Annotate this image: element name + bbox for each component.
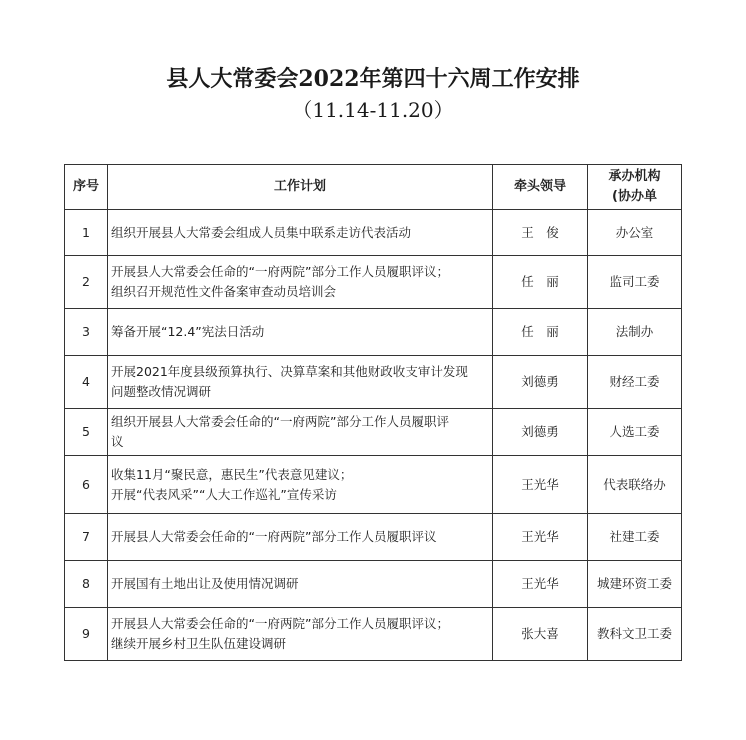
table-row: [65, 409, 682, 456]
plan-line: 继续开展乡村卫生队伍建设调研: [111, 636, 287, 651]
row-plan: [108, 309, 493, 356]
table-row: [65, 356, 682, 409]
plan-line: 开展2021年度县级预算执行、决算草案和其他财政收支审计发现: [111, 364, 468, 379]
row-lead: 刘德勇: [493, 356, 588, 409]
row-lead: 任 丽: [493, 256, 588, 309]
row-no: 9: [65, 608, 108, 661]
row-plan: [108, 456, 493, 514]
row-lead: 张大喜: [493, 608, 588, 661]
row-lead: 任 丽: [493, 309, 588, 356]
plan-line: 开展县人大常委会任命的“一府两院”部分工作人员履职评议；: [111, 264, 449, 279]
document-title: 县人大常委会2022年第四十六周工作安排: [166, 66, 580, 92]
row-org: 法制办: [588, 309, 682, 356]
row-plan: [108, 561, 493, 608]
header-org: [588, 165, 682, 210]
row-lead: 王光华: [493, 456, 588, 514]
table-row: [65, 210, 682, 256]
plan-line: 开展国有土地出让及使用情况调研: [111, 576, 299, 591]
row-lead: 王 俊: [493, 210, 588, 256]
row-lead: 王光华: [493, 561, 588, 608]
row-plan: [108, 514, 493, 561]
plan-line: 问题整改情况调研: [111, 384, 212, 399]
table-row: [65, 561, 682, 608]
row-org: 人选工委: [588, 409, 682, 456]
table-row: [65, 608, 682, 661]
document-subtitle: （11.14-11.20）: [292, 98, 454, 122]
plan-line: 开展县人大常委会任命的“一府两院”部分工作人员履职评议；: [111, 616, 449, 631]
row-no: 6: [65, 456, 108, 514]
table-row: [65, 514, 682, 561]
table-row: [65, 309, 682, 356]
row-org: 城建环资工委: [588, 561, 682, 608]
row-plan: [108, 409, 493, 456]
header-lead: 牵头领导: [493, 165, 588, 210]
plan-line: 组织开展县人大常委会任命的“一府两院”部分工作人员履职评: [111, 414, 449, 429]
row-org: 代表联络办: [588, 456, 682, 514]
schedule-table: [64, 164, 682, 661]
table-row: [65, 456, 682, 514]
row-plan: [108, 608, 493, 661]
table-row: [65, 256, 682, 309]
header-plan: 工作计划: [108, 165, 493, 210]
row-plan: [108, 356, 493, 409]
row-lead: 王光华: [493, 514, 588, 561]
row-plan: [108, 256, 493, 309]
row-no: 2: [65, 256, 108, 309]
header-no: 序号: [65, 165, 108, 210]
row-no: 1: [65, 210, 108, 256]
row-org: 财经工委: [588, 356, 682, 409]
plan-line: 筹备开展“12.4”宪法日活动: [111, 324, 265, 339]
row-org: 监司工委: [588, 256, 682, 309]
table-header-row: [65, 165, 682, 210]
plan-line: 收集11月“聚民意，惠民生”代表意见建议；: [111, 466, 353, 482]
plan-line: 开展“代表风采”“人大工作巡礼”宣传采访: [111, 486, 337, 502]
plan-line: 组织开展县人大常委会组成人员集中联系走访代表活动: [111, 224, 412, 240]
header-org-line1: 承办机构: [608, 169, 661, 184]
row-org: 教科文卫工委: [588, 608, 682, 661]
row-no: 5: [65, 409, 108, 456]
row-no: 8: [65, 561, 108, 608]
row-no: 3: [65, 309, 108, 356]
row-no: 4: [65, 356, 108, 409]
header-org-line2: (协办单: [612, 189, 657, 204]
row-plan: [108, 210, 493, 256]
plan-line: 议: [111, 434, 124, 449]
row-lead: 刘德勇: [493, 409, 588, 456]
plan-line: 开展县人大常委会任命的“一府两院”部分工作人员履职评议: [111, 529, 437, 544]
plan-line: 组织召开规范性文件备案审查动员培训会: [111, 284, 337, 299]
row-org: 办公室: [588, 210, 682, 256]
row-no: 7: [65, 514, 108, 561]
row-org: 社建工委: [588, 514, 682, 561]
